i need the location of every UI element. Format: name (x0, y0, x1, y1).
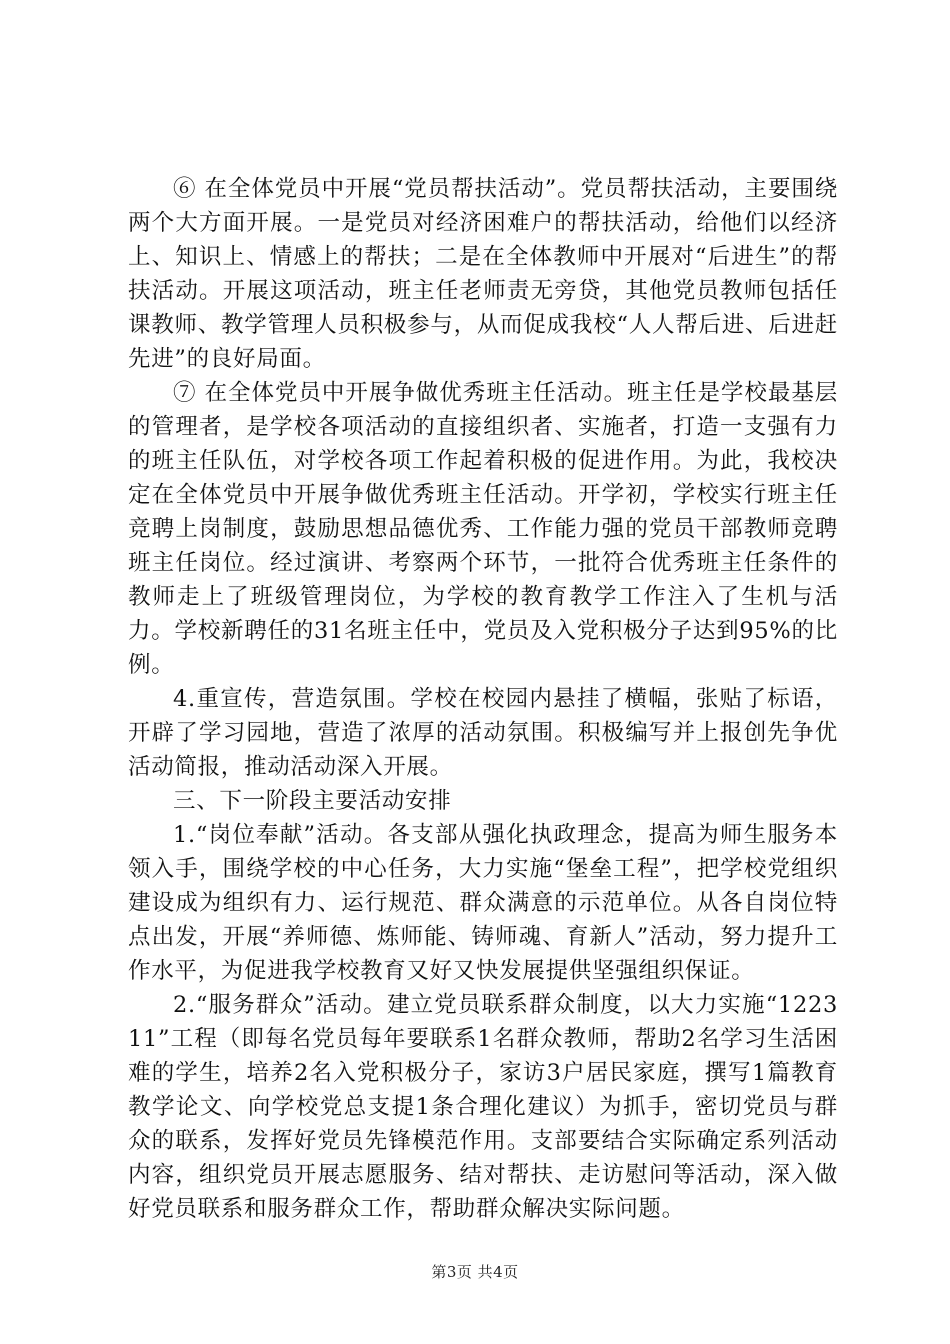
page-number-footer: 第3页 共4页 (431, 1263, 519, 1281)
paragraph-head-teacher-activity: ⑦ 在全体党员中开展争做优秀班主任活动。班主任是学校最基层的管理者，是学校各项活动的直接组织者、实施者，打造一支强有力的班主任队伍，对学校各项工作起着积极的促进作用。为此，我校决定在全体党员中开展争做优秀班主任活动。开学初，学校实行班主任竞聘上岗制度，鼓励思想品德优秀、工作能力强的党员干部教师竞聘班主任岗位。经过演讲、考察两个环节，一批符合优秀班主任条件的教师走上了班级管理岗位，为学校的教育教学工作注入了生机与活力。学校新聘任的31名班主任中，党员及入党积极分子达到95%的比例。 (128, 380, 838, 678)
paragraph-post-dedication: 1.“岗位奉献”活动。各支部从强化执政理念，提高为师生服务本领入手，围绕学校的中心任务，大力实施“堡垒工程”，把学校党组织建设成为组织有力、运行规范、群众满意的示范单位。从各自岗位特点出发，开展“养师德、炼师能、铸师魂、育新人”活动，努力提升工作水平，为促进我学校教育又好又快发展提供坚强组织保证。 (128, 822, 838, 984)
document-body (128, 172, 838, 1226)
paragraph-party-member-assistance: ⑥ 在全体党员中开展“党员帮扶活动”。党员帮扶活动，主要围绕两个大方面开展。一是党员对经济困难户的帮扶活动，给他们以经济上、知识上、情感上的帮扶；二是在全体教师中开展对“后进生”的帮扶活动。开展这项活动，班主任老师责无旁贷，其他党员教师包括任课教师、教学管理人员积极参与，从而促成我校“人人帮后进、后进赶先进”的良好局面。 (128, 176, 838, 372)
paragraph-serve-the-masses: 2.“服务群众”活动。建立党员联系群众制度，以大力实施“122311”工程（即每名党员每年要联系1名群众教师，帮助2名学习生活困难的学生，培养2名入党积极分子，家访3户居民家庭，撰写1篇教育教学论文、向学校党总支提1条合理化建议）为抓手，密切党员与群众的联系，发挥好党员先锋模范作用。支部要结合实际确定系列活动内容，组织党员开展志愿服务、结对帮扶、走访慰问等活动，深入做好党员联系和服务群众工作，帮助群众解决实际问题。 (128, 992, 838, 1222)
paragraph-publicity: 4.重宣传，营造氛围。学校在校园内悬挂了横幅，张贴了标语，开辟了学习园地，营造了浓厚的活动氛围。积极编写并上报创先争优活动简报，推动活动深入开展。 (128, 686, 838, 780)
section-heading-next-stage: 三、下一阶段主要活动安排 (173, 788, 452, 814)
